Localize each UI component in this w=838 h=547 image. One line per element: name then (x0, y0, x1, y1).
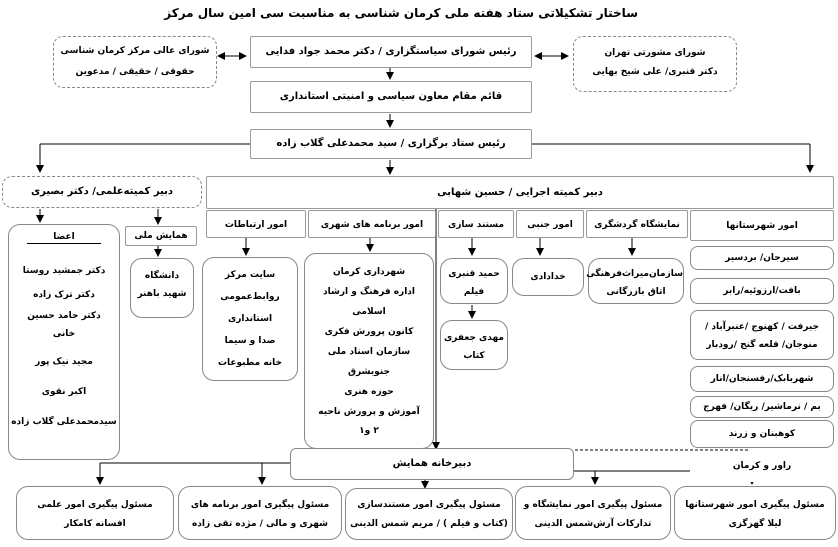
university-line1: دانشگاه (144, 271, 180, 281)
member-item: دکتر ترک زاده (33, 290, 95, 300)
kerman-studies-high-council[interactable] (53, 36, 217, 88)
exhibition-details[interactable]: سازمان‌میراث‌فرهنگی اتاق بازرگانی (588, 258, 684, 304)
dept-header-side[interactable]: امور جنبی (516, 210, 584, 238)
tehran-council-line2: دکتر قنبری/ علی شیخ بهایی (592, 67, 718, 77)
policy-council-chair[interactable] (250, 36, 532, 68)
executive-committee-label: دبیر کمیته اجرایی / حسین شهابی (437, 187, 603, 198)
hq-chair-label: رئیس ستاد برگزاری / سید محمدعلی گلاب زاده (276, 138, 506, 149)
tehran-advisory-council[interactable] (573, 36, 737, 92)
officer-urban[interactable]: مسئول پیگیری امور برنامه های شهری و مالی / مژده تقی زاده (178, 486, 342, 540)
executive-committee-box[interactable] (206, 176, 834, 209)
county-item[interactable]: سیرجان/ بردسیر (690, 246, 834, 270)
documentary-book[interactable]: مهدی جعفری کتاب (440, 320, 508, 370)
tehran-council-line1: شورای مشورتی تهران (604, 48, 706, 58)
dept-header-communications[interactable]: امور ارتباطات (206, 210, 306, 238)
members-title: اعضا (27, 231, 101, 244)
officer-counties[interactable]: مسئول پیگیری امور شهرستانها لیلا گهرگزی (674, 486, 836, 540)
dept-header-documentary[interactable]: مستند سازی (438, 210, 514, 238)
member-item: دکتر حامد حسین (27, 311, 101, 321)
conference-secretariat[interactable] (290, 448, 574, 480)
member-item: خانی (52, 329, 76, 339)
scientific-committee-box[interactable] (2, 176, 202, 208)
county-item[interactable]: جیرفت / کهنوج /عنبرآباد / منوجان/ قلعه گنج /رودبار (690, 310, 834, 360)
officer-exhibition[interactable]: مسئول پیگیری امور نمایشگاه و تدارکات آرش‌شمس الدینی (515, 486, 671, 540)
county-item[interactable]: راور و کرمان (690, 454, 834, 482)
side-affairs-details[interactable]: خدادادی (512, 258, 584, 296)
chart-title: ساختار تشکیلاتی ستاد هفته ملی کرمان شناسی به مناسبت سی امین سال مرکز (164, 6, 638, 20)
dept-header-urban[interactable]: امور برنامه های شهری (308, 210, 436, 238)
communications-details[interactable]: سایت مرکز روابط‌عمومی استانداری صدا و سیما خانه مطبوعات (202, 257, 298, 381)
scientific-committee-label: دبیر کمیته‌علمی/ دکتر بصیری (30, 186, 174, 197)
member-item: اکبر نقوی (41, 387, 87, 397)
county-item[interactable]: بم / نرماشیر/ ریگان/ فهرج (690, 396, 834, 418)
county-item[interactable]: بافت/ارزوئیه/رابر (690, 278, 834, 304)
officer-scientific[interactable]: مسئول پیگیری امور علمی افسانه کامکار (16, 486, 174, 540)
officer-documentary[interactable]: مسئول پیگیری امور مستندسازی (کتاب و فیلم ) / مریم شمس الدینی (345, 488, 513, 540)
member-item: سیدمحمدعلی گلاب زاده (11, 417, 117, 427)
policy-chair-label: رئیس شورای سیاستگزاری / دکتر محمد جواد فدایی (265, 46, 517, 57)
high-council-line2: حقوقی / حقیقی / مدعوین (75, 67, 195, 77)
dept-header-counties[interactable]: امور شهرستانها (690, 210, 834, 241)
scientific-members-box[interactable] (8, 224, 120, 460)
national-conference-box[interactable] (125, 226, 197, 246)
university-line2: شهید باهنر (137, 289, 187, 299)
dept-header-exhibition[interactable]: نمایشگاه گردشگری (586, 210, 688, 238)
deputy-label: قائم مقام معاون سیاسی و امنیتی استانداری (279, 91, 503, 102)
member-item: دکتر جمشید روستا (22, 266, 106, 276)
deputy-governor-box[interactable] (250, 81, 532, 113)
county-item[interactable]: کوهبنان و زرند (690, 420, 834, 448)
urban-programs-details[interactable]: شهرداری کرمان اداره فرهنگ و ارشاد اسلامی کانون پرورش فکری سازمان اسناد ملی جنوبشرق حوزه هنری آموزش و پرورش ناحیه ۲ و۱ (304, 253, 434, 449)
documentary-film[interactable]: حمید قنبری فیلم (440, 258, 508, 304)
secretariat-label: دبیرخانه همایش (392, 458, 472, 469)
county-item[interactable]: شهربابک/رفسنجان/انار (690, 366, 834, 392)
member-item: مجید نیک پور (35, 357, 93, 367)
national-conference-label: همایش ملی (134, 231, 188, 241)
high-council-line1: شورای عالی مرکز کرمان شناسی (60, 46, 210, 56)
university-box[interactable] (130, 258, 194, 318)
hq-chair-box[interactable] (250, 129, 532, 159)
